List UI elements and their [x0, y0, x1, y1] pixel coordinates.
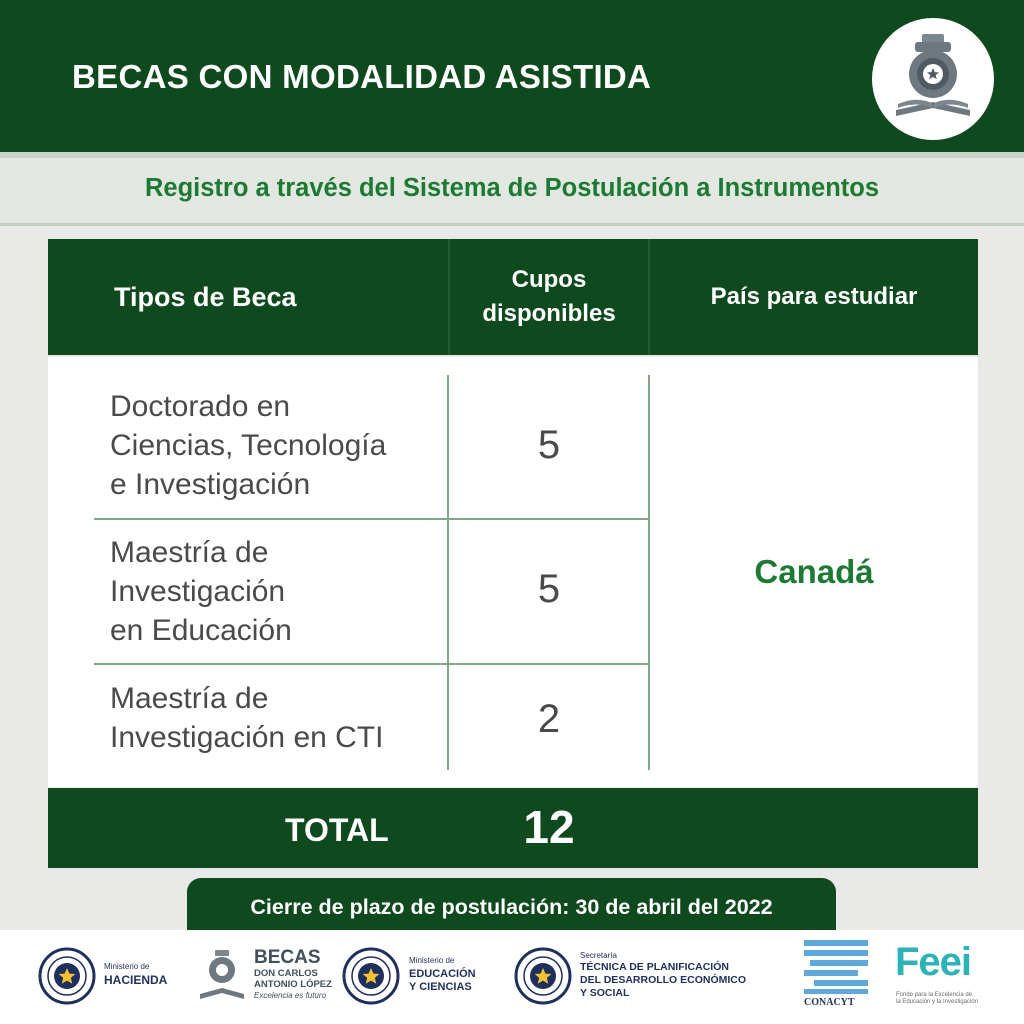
header-cupos-line2: disponibles — [482, 300, 616, 327]
feei-line2: la Educación y la Investigación — [896, 999, 979, 1005]
subheader-band — [0, 158, 1024, 226]
becas-tagline: Excelencia es futuro — [254, 991, 327, 1000]
mec-line2: Y CIENCIAS — [409, 981, 472, 993]
header-tipos-de-beca: Tipos de Beca — [114, 281, 297, 312]
paraguay-seal-icon — [514, 947, 572, 1005]
table-body — [48, 357, 978, 787]
subtitle: Registro a través del Sistema de Postulación a Instrumentos — [144, 174, 880, 202]
hacienda-small: Ministerio de — [104, 962, 150, 971]
becas-title: BECAS — [254, 947, 321, 968]
becas-line2: ANTONIO LÓPEZ — [254, 979, 332, 990]
book-locomotive-icon — [872, 18, 994, 140]
page-title: BECAS CON MODALIDAD ASISTIDA — [72, 58, 652, 95]
stp-line3: Y SOCIAL — [580, 987, 630, 999]
row-1-line-3: e Investigación — [110, 468, 311, 501]
table-row-name — [110, 533, 440, 650]
table-row-name — [110, 679, 440, 757]
table-header — [48, 239, 978, 355]
total-row — [48, 788, 978, 868]
stp-line1: TÉCNICA DE PLANIFICACIÓN — [580, 961, 729, 973]
feei-line1: Fondo para la Excelencia de — [896, 992, 973, 998]
deadline-label: Cierre de plazo de postulación: — [250, 894, 570, 919]
conacyt-logo-icon — [804, 940, 868, 994]
row-divider-1 — [94, 518, 649, 520]
stp-small: Secretaría — [580, 951, 617, 960]
footer-logos — [0, 930, 1024, 1024]
becas-logo-icon — [196, 948, 248, 1004]
row-divider-2 — [94, 663, 649, 665]
becas-emblem — [872, 18, 994, 140]
country-cell: Canadá — [754, 553, 874, 590]
total-label: TOTAL — [285, 812, 389, 848]
feei-title: Feei — [895, 940, 972, 984]
row-1-cupos: 5 — [537, 423, 561, 467]
row-2-line-2: Investigación — [110, 575, 286, 608]
hacienda-name: HACIENDA — [104, 973, 168, 987]
deadline-banner — [187, 878, 836, 938]
paraguay-seal-icon — [38, 947, 96, 1005]
row-2-cupos: 5 — [537, 567, 561, 611]
header-cupos-line1: Cupos — [511, 266, 587, 294]
column-divider-1 — [447, 375, 449, 770]
deadline-date: 30 de abril del 2022 — [575, 894, 773, 919]
becas-line1: DON CARLOS — [254, 968, 318, 979]
row-1-line-1: Doctorado en — [110, 390, 291, 423]
total-value: 12 — [523, 801, 575, 853]
conacyt-name: CONACYT — [804, 997, 855, 1008]
row-3-line-2: Investigación en CTI — [110, 721, 384, 754]
row-2-line-3: en Educación — [110, 614, 292, 647]
paraguay-seal-icon — [342, 947, 400, 1005]
row-2-line-1: Maestría de — [110, 536, 269, 569]
row-3-cupos: 2 — [537, 697, 561, 741]
header-cupos-disponibles — [449, 239, 649, 355]
mec-small: Ministerio de — [409, 956, 455, 965]
table-row-name — [110, 387, 440, 504]
header-band — [0, 0, 1024, 152]
row-3-line-1: Maestría de — [110, 682, 269, 715]
header-pais-para-estudiar: País para estudiar — [710, 283, 918, 310]
stp-line2: DEL DESARROLLO ECONÓMICO — [580, 974, 747, 986]
row-1-line-2: Ciencias, Tecnología — [110, 429, 387, 462]
mec-line1: EDUCACIÓN — [409, 968, 476, 980]
